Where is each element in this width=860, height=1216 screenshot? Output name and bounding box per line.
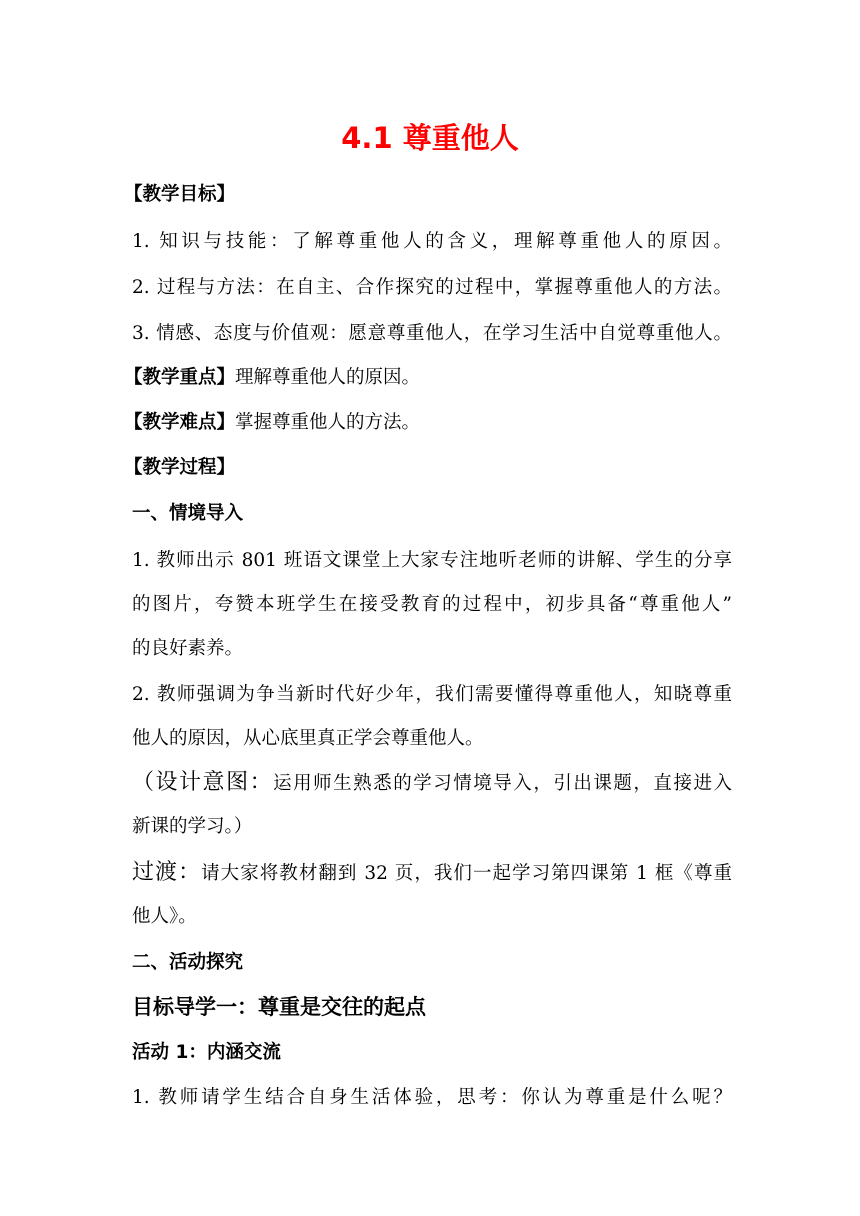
design-intent-label: （设计意图： (132, 770, 274, 795)
section1-p2-line1: 2. 教师强调为争当新时代好少年，我们需要懂得尊重他人，知晓尊重 (132, 684, 732, 705)
objective-item-2: 2. 过程与方法：在自主、合作探究的过程中，掌握尊重他人的方法。 (132, 277, 732, 298)
transition-label: 过渡： (132, 860, 202, 885)
difficulty (124, 408, 724, 438)
section2-heading: 二、活动探究 (132, 952, 244, 973)
section1-p1-line1: 1. 教师出示 801 班语文课堂上大家专注地听老师的讲解、学生的分享 (132, 550, 732, 571)
difficulty-text: 掌握尊重他人的方法。 (235, 412, 421, 433)
process-heading: 【教学过程】 (124, 457, 236, 478)
goal1-heading: 目标导学一：尊重是交往的起点 (132, 995, 426, 1019)
objective-item-3: 3. 情感、态度与价值观：愿意尊重他人，在学习生活中自觉尊重他人。 (132, 323, 732, 344)
key-point-label: 【教学重点】 (124, 367, 236, 388)
objectives-heading: 【教学目标】 (124, 184, 236, 205)
section1-p1-line3: 的良好素养。 (132, 638, 244, 659)
design-intent-line1 (132, 768, 732, 799)
design-intent-text: 运用师生熟悉的学习情境导入，引出课题，直接进入 (273, 773, 732, 794)
design-intent-line2: 新课的学习。） (132, 816, 253, 837)
page-title: 4.1 尊重他人 (341, 121, 519, 155)
objective-item-1: 1. 知识与技能：了解尊重他人的含义，理解尊重他人的原因。 (132, 231, 732, 252)
transition-line2: 他人》。 (132, 906, 197, 927)
section1-heading: 一、情境导入 (132, 503, 244, 524)
transition-line1 (132, 858, 732, 889)
section1-p2-line2: 他人的原因，从心底里真正学会尊重他人。 (132, 728, 484, 749)
activity1-heading: 活动 1：内涵交流 (132, 1042, 281, 1063)
activity1-p1: 1. 教师请学生结合自身生活体验，思考：你认为尊重是什么呢？ (132, 1087, 732, 1108)
section1-p1-line2: 的图片，夸赞本班学生在接受教育的过程中，初步具备“尊重他人” (132, 594, 732, 615)
key-point (124, 363, 724, 393)
transition-text: 请大家将教材翻到 32 页，我们一起学习第四课第 1 框《尊重 (201, 863, 732, 884)
key-point-text: 理解尊重他人的原因。 (235, 367, 421, 388)
difficulty-label: 【教学难点】 (124, 412, 236, 433)
